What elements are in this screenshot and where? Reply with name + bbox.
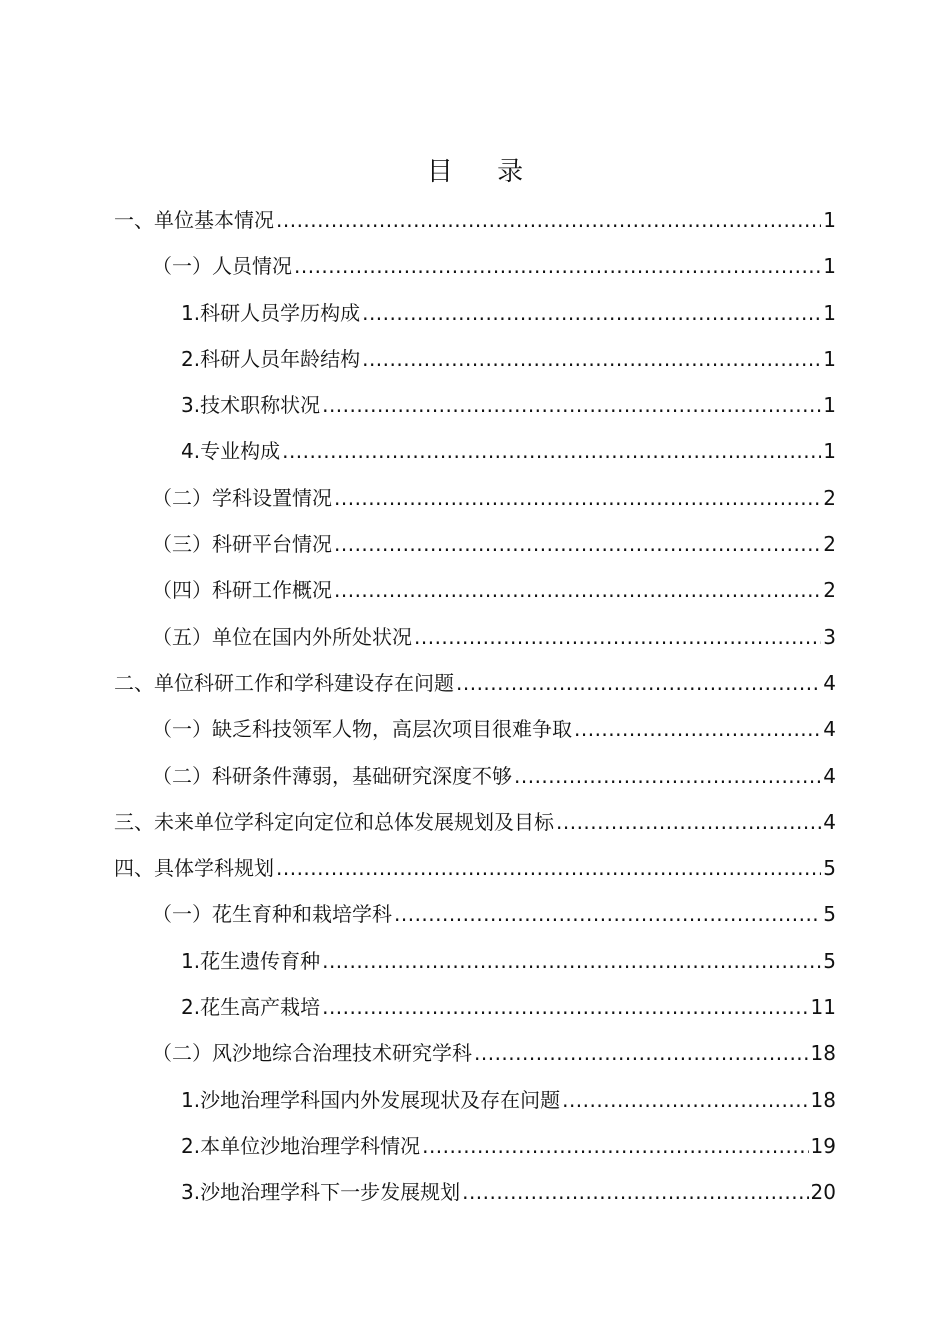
toc-page-number: 1 <box>823 254 836 279</box>
toc-page-number: 1 <box>823 300 836 325</box>
toc-entry-text: 二、单位科研工作和学科建设存在问题 <box>114 670 454 695</box>
toc-entry[interactable] <box>0 475 950 521</box>
toc-entry[interactable] <box>0 614 950 660</box>
toc-dot-leader <box>556 799 821 845</box>
toc-title: 目 录 <box>426 157 542 187</box>
toc-dot-leader <box>276 845 821 891</box>
toc-page-number: 4 <box>823 809 836 834</box>
toc-dot-leader <box>322 938 821 984</box>
toc-dot-leader <box>362 336 821 382</box>
toc-entry-text: 一、单位基本情况 <box>114 208 274 232</box>
toc-page-number: 2 <box>823 485 836 510</box>
toc-dot-leader <box>394 891 821 937</box>
toc-dot-leader <box>282 428 821 474</box>
toc-entry[interactable] <box>0 984 950 1030</box>
toc-page-number: 5 <box>823 856 836 881</box>
toc-dot-leader <box>574 706 821 752</box>
toc-entry[interactable] <box>0 521 950 567</box>
toc-page-number: 18 <box>810 1087 836 1112</box>
toc-entry[interactable] <box>0 290 950 336</box>
toc-page-number: 2 <box>823 578 836 603</box>
toc-page-number: 1 <box>823 346 836 371</box>
toc-entry-text: 四、具体学科规划 <box>114 856 274 881</box>
toc-page-number: 18 <box>810 1041 836 1066</box>
toc-entry-text: 4.专业构成 <box>181 439 281 464</box>
toc-dot-leader <box>514 753 821 799</box>
toc-dot-leader <box>276 197 821 243</box>
toc-entry-text: 1.花生遗传育种 <box>181 948 321 973</box>
toc-entry[interactable] <box>0 336 950 382</box>
toc-dot-leader <box>562 1077 808 1123</box>
toc-page-number: 5 <box>823 948 836 973</box>
toc-entry-text: （一）花生育种和栽培学科 <box>152 902 392 927</box>
toc-dot-leader <box>322 984 808 1030</box>
toc-entry-text: （二）科研条件薄弱，基础研究深度不够 <box>152 763 512 788</box>
toc-entry-text: （一）人员情况 <box>152 254 292 279</box>
toc-dot-leader <box>334 521 821 567</box>
toc-dot-leader <box>362 290 821 336</box>
toc-dot-leader <box>322 382 821 428</box>
toc-dot-leader <box>462 1169 808 1215</box>
toc-page-number: 4 <box>823 763 836 788</box>
toc-page-number: 3 <box>823 624 836 649</box>
toc-page-number: 2 <box>823 532 836 557</box>
toc-page-number: 19 <box>810 1133 836 1158</box>
toc-entry[interactable] <box>0 1123 950 1169</box>
toc-entry[interactable] <box>0 567 950 613</box>
toc-page-number: 1 <box>823 439 836 464</box>
toc-dot-leader <box>294 243 821 289</box>
toc-entry-text: 3.技术职称状况 <box>181 393 321 418</box>
toc-entry-text: 三、未来单位学科定向定位和总体发展规划及目标 <box>114 809 554 834</box>
toc-entry[interactable] <box>0 382 950 428</box>
toc-entry[interactable] <box>0 660 950 706</box>
toc-dot-leader <box>474 1030 809 1076</box>
toc-entry-text: （二）风沙地综合治理技术研究学科 <box>152 1041 472 1066</box>
toc-entry-text: （三）科研平台情况 <box>152 532 332 557</box>
toc-dot-leader <box>422 1123 808 1169</box>
toc-page-number: 1 <box>823 393 836 418</box>
toc-entry-text: （四）科研工作概况 <box>152 578 332 603</box>
toc-entry-text: 2.花生高产栽培 <box>181 995 321 1020</box>
toc-dot-leader <box>456 660 821 706</box>
toc-page-number: 1 <box>823 208 836 232</box>
toc-entry[interactable] <box>0 197 950 243</box>
toc-list <box>0 197 950 1216</box>
toc-entry[interactable] <box>0 799 950 845</box>
toc-entry[interactable] <box>0 938 950 984</box>
toc-page-number: 4 <box>823 717 836 742</box>
toc-entry[interactable] <box>0 845 950 891</box>
toc-entry[interactable] <box>0 891 950 937</box>
toc-page-number: 4 <box>823 670 836 695</box>
toc-page-number: 5 <box>823 902 836 927</box>
toc-entry[interactable] <box>0 1169 950 1215</box>
toc-entry-text: 1.沙地治理学科国内外发展现状及存在问题 <box>181 1087 561 1112</box>
toc-entry[interactable] <box>0 706 950 752</box>
toc-entry-text: 3.沙地治理学科下一步发展规划 <box>181 1180 461 1205</box>
toc-entry[interactable] <box>0 1030 950 1076</box>
toc-entry-text: 1.科研人员学历构成 <box>181 300 361 325</box>
toc-page-number: 11 <box>810 995 836 1020</box>
toc-entry[interactable] <box>0 428 950 474</box>
toc-dot-leader <box>414 614 821 660</box>
toc-page-number: 20 <box>810 1180 836 1205</box>
toc-entry-text: （五）单位在国内外所处状况 <box>152 624 412 649</box>
toc-dot-leader <box>334 567 821 613</box>
toc-entry[interactable] <box>0 1077 950 1123</box>
toc-dot-leader <box>334 475 821 521</box>
toc-entry[interactable] <box>0 243 950 289</box>
toc-entry-text: 2.科研人员年龄结构 <box>181 346 361 371</box>
toc-entry[interactable] <box>0 753 950 799</box>
toc-entry-text: （二）学科设置情况 <box>152 485 332 510</box>
toc-entry-text: 2.本单位沙地治理学科情况 <box>181 1133 421 1158</box>
toc-entry-text: （一）缺乏科技领军人物，高层次项目很难争取 <box>152 717 572 742</box>
